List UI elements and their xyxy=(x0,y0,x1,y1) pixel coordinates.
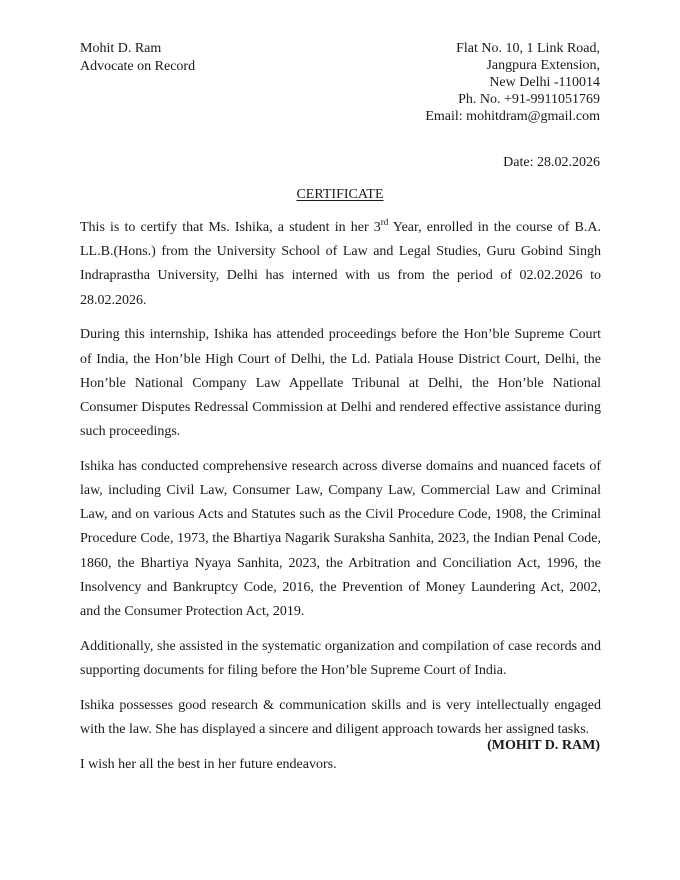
phone-number: Ph. No. +91-9911051769 xyxy=(458,92,600,107)
paragraph-research: Ishika has conducted comprehensive research across diverse domains and nuanced facets of law, including Civil Law, Consumer Law, Company Law, Commercial Law and Criminal Law, and on various Acts and Statutes such as the Civil Procedure Code, 1908, the Criminal Procedure Code, 1973, the Bhartiya Nagarik Suraksha Sanhita, 2023, the Indian Penal Code, 1860, the Bhartiya Nyaya Sanhita, 2023, the Arbitration and Conciliation Act, 1996, the Insolvency and Bankruptcy Code, 2016, the Prevention of Money Laundering Act, 2002, and the Consumer Protection Act, 2019. xyxy=(80,458,601,620)
para1-text-start: This is to certify that Ms. Ishika, a student in her 3 xyxy=(80,220,381,235)
address-line-2: Jangpura Extension, xyxy=(486,58,600,73)
paragraph-assistance: Additionally, she assisted in the systematic organization and compilation of case records and supporting documents for filing before the Hon’ble Supreme Court of India. xyxy=(80,638,601,678)
paragraph-proceedings: During this internship, Ishika has attended proceedings before the Hon’ble Supreme Court of India, the Hon’ble High Court of Delhi, the Ld. Patiala House District Court, Delhi, the Hon’ble National Company Law Appellate Tribunal at Delhi, the Hon’ble National Consumer Disputes Redressal Commission at Delhi and rendered effective assistance during such proceedings. xyxy=(80,327,601,440)
address-line-3: New Delhi -110014 xyxy=(489,75,600,90)
para1-text-end: Year, enrolled in the course of B.A. LL.B.(Hons.) from the University School of Law and Legal Studies, Guru Gobind Singh Indraprastha University, Delhi has interned with us from the period of 02.02.2026 to 28.02.2026. xyxy=(80,220,601,308)
signature-name: (MOHIT D. RAM) xyxy=(487,738,600,753)
sender-designation: Advocate on Record xyxy=(80,59,196,74)
certificate-date: Date: 28.02.2026 xyxy=(503,155,600,170)
certificate-heading: CERTIFICATE xyxy=(296,187,384,202)
paragraph-wishes: I wish her all the best in her future endeavors. xyxy=(80,756,337,772)
certificate-body xyxy=(80,216,601,787)
email-address: Email: mohitdram@gmail.com xyxy=(425,109,600,124)
paragraph-skills: Ishika possesses good research & communication skills and is very intellectually engaged with the law. She has displayed a sincere and diligent approach towards her assigned tasks. xyxy=(80,697,601,737)
paragraph-internship-period xyxy=(80,216,601,313)
para1-ordinal-suffix: rd xyxy=(380,217,389,227)
address-line-1: Flat No. 10, 1 Link Road, xyxy=(456,41,600,56)
sender-name: Mohit D. Ram xyxy=(80,41,162,56)
certificate-heading-container xyxy=(0,186,680,204)
sender-address-block xyxy=(425,40,600,125)
sender-identity xyxy=(80,40,195,76)
